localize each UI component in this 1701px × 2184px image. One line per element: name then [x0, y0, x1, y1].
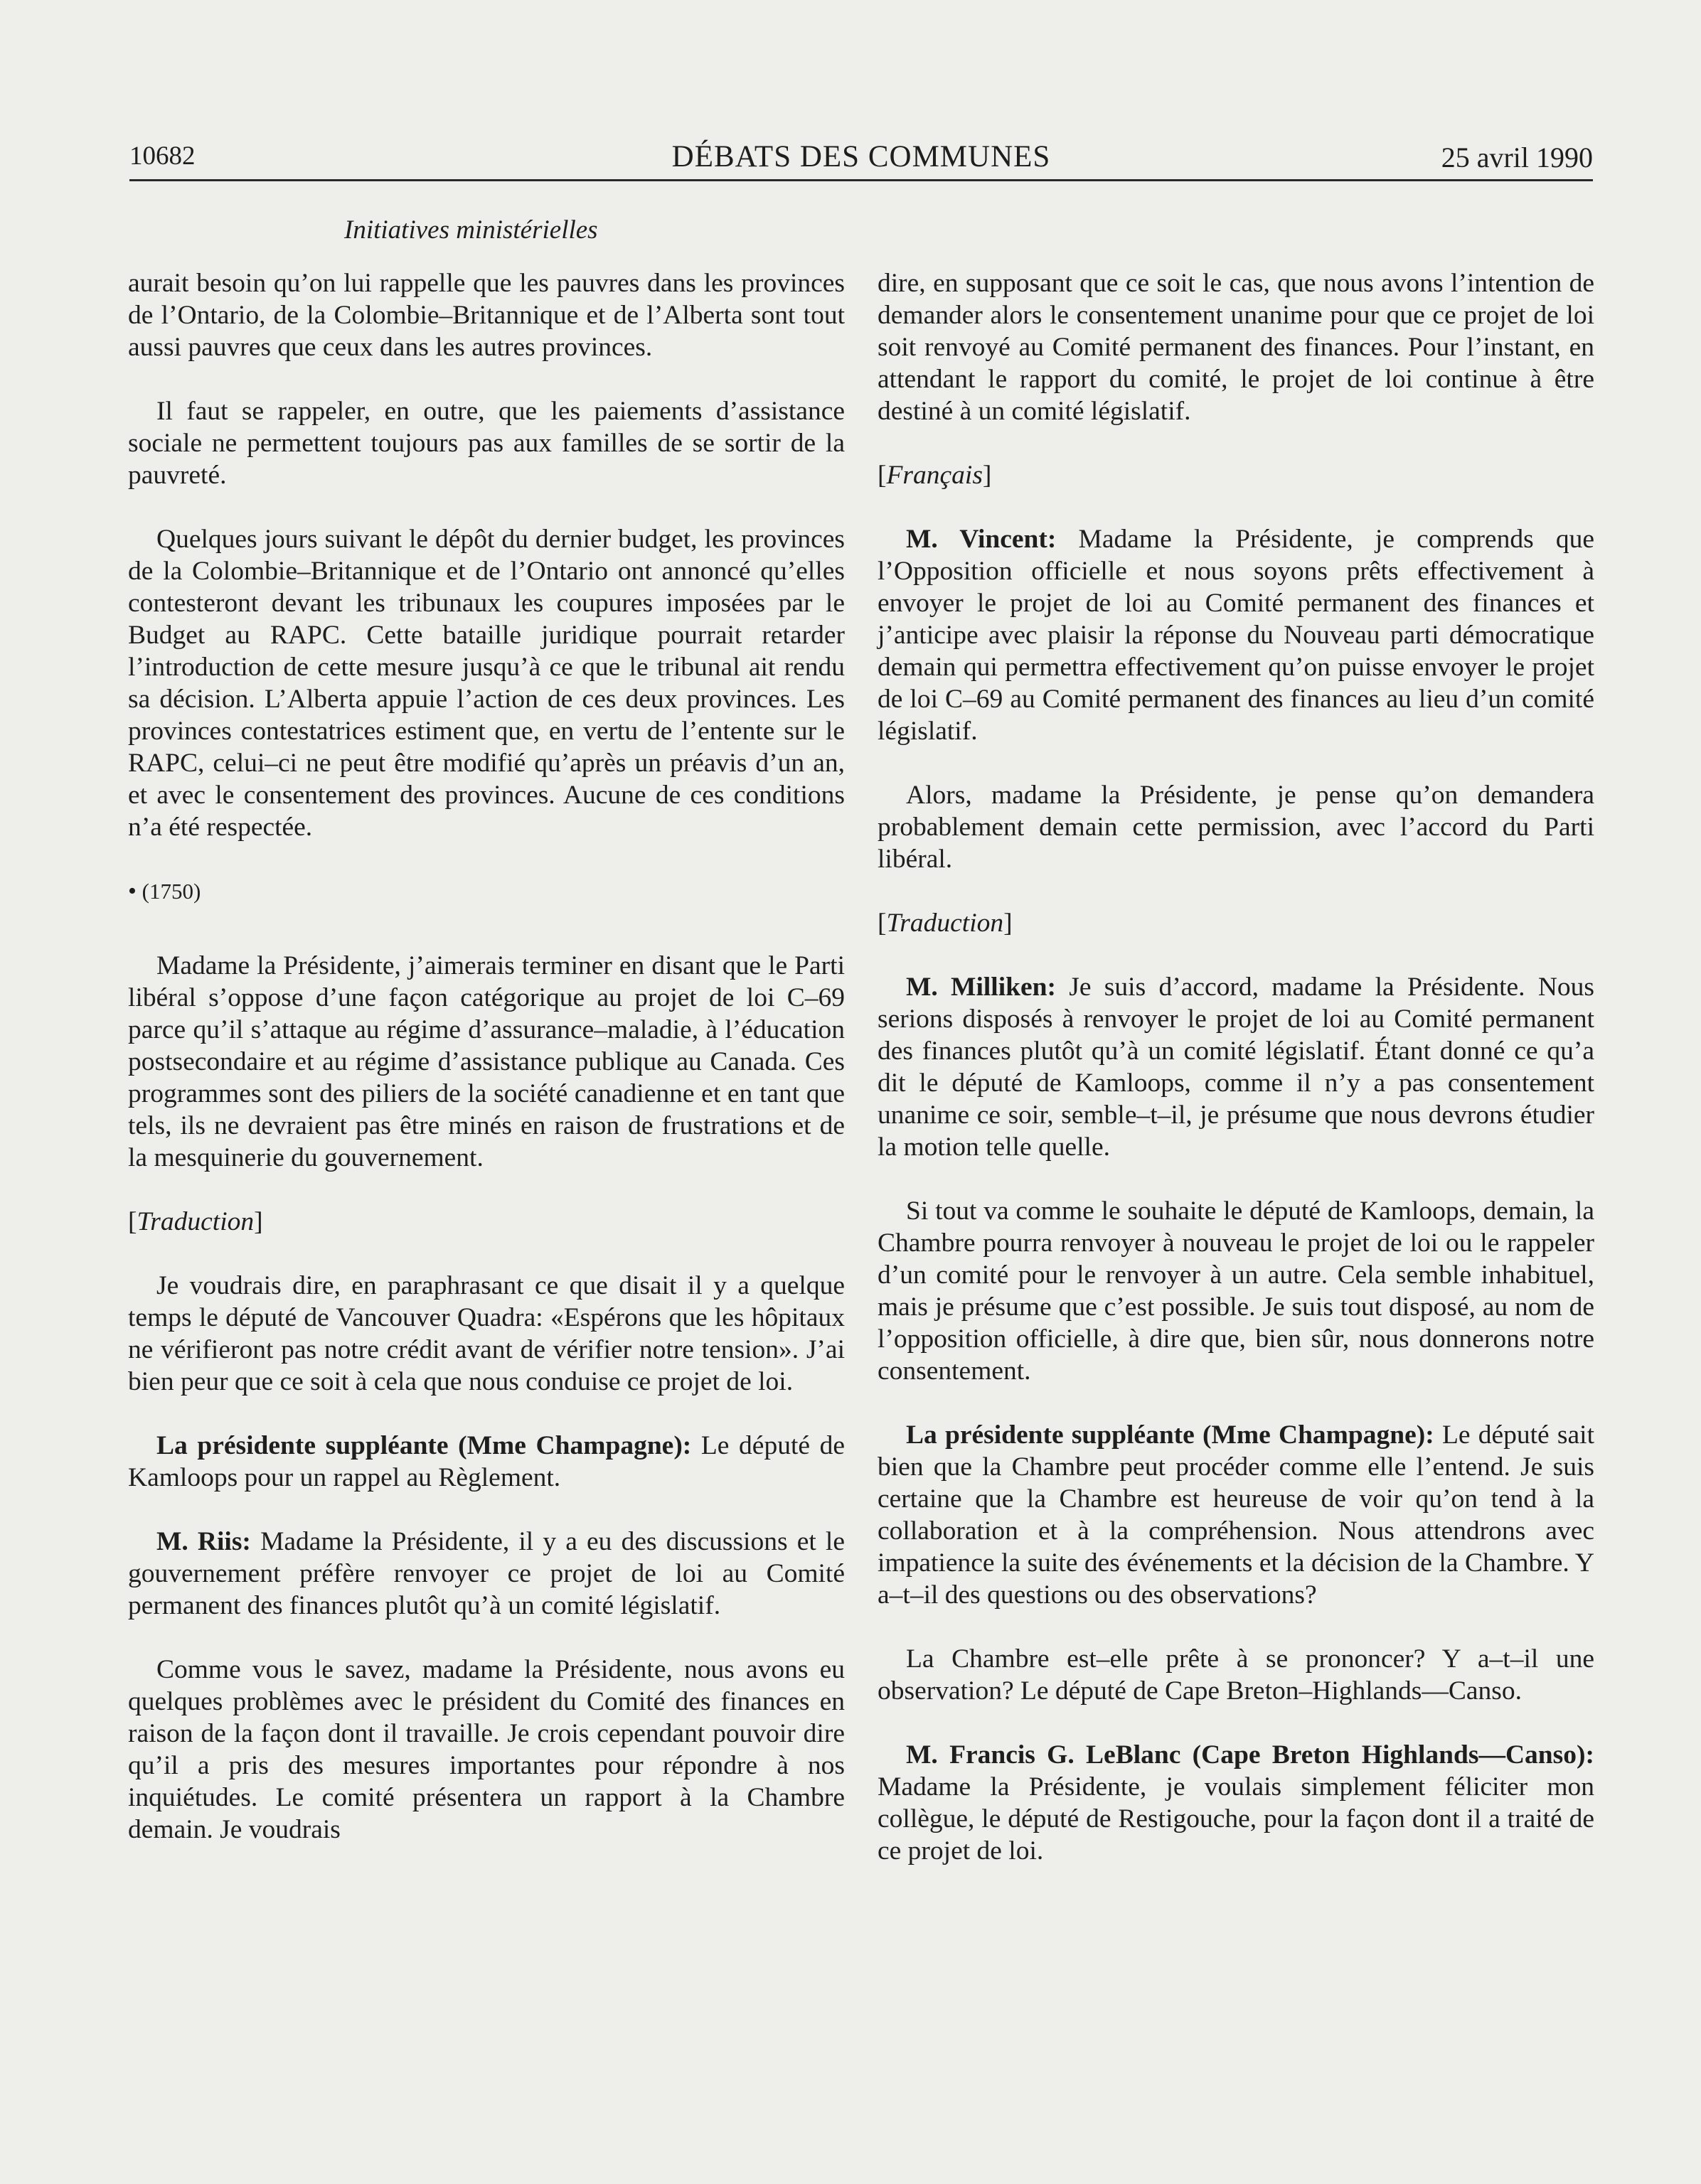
- paragraph: Si tout va comme le souhaite le député de Kamloops, demain, la Chambre pourra renvoyer à nouveau le projet de loi ou le rappeler d’un comité pour le renvoyer à un autre. Cela semble inhabituel, mais je présume que c’est possible. Je suis tout disposé, au nom de l’opposition officielle, à dire que, bien sûr, nous donnerons notre consentement.: [878, 1197, 1594, 1386]
- publication-title: DÉBATS DES COMMUNES: [671, 140, 1051, 173]
- speaker-paragraph: [878, 1419, 1594, 1611]
- speaker-name: La présidente suppléante (Mme Champagne):: [906, 1420, 1434, 1450]
- speech-text: Je suis d’accord, madame la Présidente. Nous serions disposés à renvoyer le projet de loi au Comité permanent des finances plutôt qu’à un comité législatif. Étant donné ce qu’a dit le député de Kamloops, comme il n’y a pas consentement unanime ce soir, semble–t–il, je présume que nous devrons étudier la motion telle quelle.: [878, 973, 1595, 1162]
- language-label: [Traduction]: [878, 909, 1013, 938]
- right-column: [878, 267, 1594, 1899]
- paragraph: Il faut se rappeler, en outre, que les paiements d’assistance sociale ne permettent toujours pas aux familles de se sortir de la pauvreté.: [128, 397, 845, 490]
- paragraph: Quelques jours suivant le dépôt du dernier budget, les provinces de la Colombie–Britannique et de l’Ontario ont annoncé qu’elles contesteront devant les tribunaux les coupures imposées par le Budget au RAPC. Cette bataille juridique pourrait retarder l’introduction de cette mesure jusqu’à ce que le tribunal ait rendu sa décision. L’Alberta appuie l’action de ces deux provinces. Les provinces contestatrices estiment que, en vertu de l’entente sur le RAPC, celui–ci ne peut être modifié qu’après un préavis d’un an, et avec le consentement des provinces. Aucune de ces conditions n’a été respectée.: [128, 525, 845, 842]
- paragraph: Comme vous le savez, madame la Présidente, nous avons eu quelques problèmes avec le président du Comité des finances en raison de la façon dont il travaille. Je crois cependant pouvoir dire qu’il a pris des mesures importantes pour répondre à nos inquiétudes. Le comité présentera un rapport à la Chambre demain. Je voudrais: [128, 1655, 845, 1844]
- speaker-name: M. Milliken:: [906, 973, 1056, 1002]
- speech-text: Madame la Présidente, je comprends que l’Opposition officielle et nous soyons prêts effectivement à envoyer le projet de loi au Comité permanent des finances et j’anticipe avec plaisir la réponse du Nouveau parti démocratique demain qui permettra effectivement qu’on puisse envoyer le projet de loi C–69 au Comité permanent des finances au lieu d’un comité législatif.: [878, 525, 1594, 746]
- speaker-paragraph: [878, 1739, 1594, 1867]
- speaker-paragraph: [878, 523, 1594, 747]
- language-label: [Traduction]: [128, 1207, 263, 1236]
- language-label: [Français]: [878, 461, 992, 490]
- left-column: [128, 267, 845, 1878]
- paragraph: Alors, madame la Présidente, je pense qu’on demandera probablement demain cette permission, avec l’accord du Parti libéral.: [878, 781, 1594, 874]
- paragraph: Je voudrais dire, en paraphrasant ce que disait il y a quelque temps le député de Vancouver Quadra: «Espérons que les hôpitaux ne vérifieront pas notre crédit avant de vérifier notre tension». J’ai bien peur que ce soit à cela que nous conduise ce projet de loi.: [128, 1271, 845, 1396]
- paragraph: dire, en supposant que ce soit le cas, que nous avons l’intention de demander alors le consentement unanime pour que ce projet de loi soit renvoyé au Comité permanent des finances. Pour l’instant, en attendant le rapport du comité, le projet de loi continue à être destiné à un comité législatif.: [878, 269, 1594, 426]
- speech-text: Le député de Kamloops pour un rappel au Règlement.: [128, 1431, 846, 1492]
- page-date: 25 avril 1990: [1441, 141, 1593, 173]
- timestamp-text: (1750): [142, 879, 201, 904]
- speaker-name: M. Vincent:: [906, 525, 1057, 554]
- speaker-paragraph: [878, 971, 1594, 1163]
- timestamp: [128, 875, 845, 907]
- speech-text: Madame la Présidente, il y a eu des discussions et le gouvernement préfère renvoyer ce projet de loi au Comité permanent des finances plutôt qu’à un comité législatif.: [128, 1527, 845, 1620]
- speech-text: Madame la Présidente, je voulais simplement féliciter mon collègue, le député de Restigouche, pour la façon dont il a traité de ce projet de loi.: [878, 1772, 1594, 1866]
- speaker-name: M. Francis G. LeBlanc (Cape Breton Highlands—Canso):: [906, 1740, 1594, 1770]
- speaker-name: La présidente suppléante (Mme Champagne):: [156, 1431, 692, 1460]
- section-title: Initiatives ministérielles: [344, 215, 598, 245]
- page-number: 10682: [129, 141, 196, 171]
- paragraph: Madame la Présidente, j’aimerais terminer en disant que le Parti libéral s’oppose d’une façon catégorique au projet de loi C–69 parce qu’il s’attaque au régime d’assurance–maladie, à l’éducation postsecondaire et au régime d’assistance publique au Canada. Ces programmes sont des piliers de la société canadienne et en tant que tels, ils ne devraient pas être minés en raison de frustrations et de la mesquinerie du gouvernement.: [128, 951, 845, 1172]
- page-header: [129, 139, 1593, 181]
- speaker-paragraph: [128, 1430, 845, 1494]
- speaker-paragraph: [128, 1526, 845, 1622]
- paragraph: aurait besoin qu’on lui rappelle que les pauvres dans les provinces de l’Ontario, de la Colombie–Britannique et de l’Alberta sont tout aussi pauvres que ceux dans les autres provinces.: [128, 269, 845, 362]
- speech-text: Le député sait bien que la Chambre peut procéder comme elle l’entend. Je suis certaine que la Chambre est heureuse de voir qu’on tend à la collaboration et à la compréhension. Nous attendrons avec impatience la suite des événements et la décision de la Chambre. Y a–t–il des questions ou des observations?: [878, 1420, 1594, 1610]
- speaker-name: M. Riis:: [156, 1527, 251, 1556]
- bullet-icon: •: [128, 878, 137, 904]
- paragraph: La Chambre est–elle prête à se prononcer? Y a–t–il une observation? Le député de Cape Breton–Highlands—Canso.: [878, 1644, 1594, 1706]
